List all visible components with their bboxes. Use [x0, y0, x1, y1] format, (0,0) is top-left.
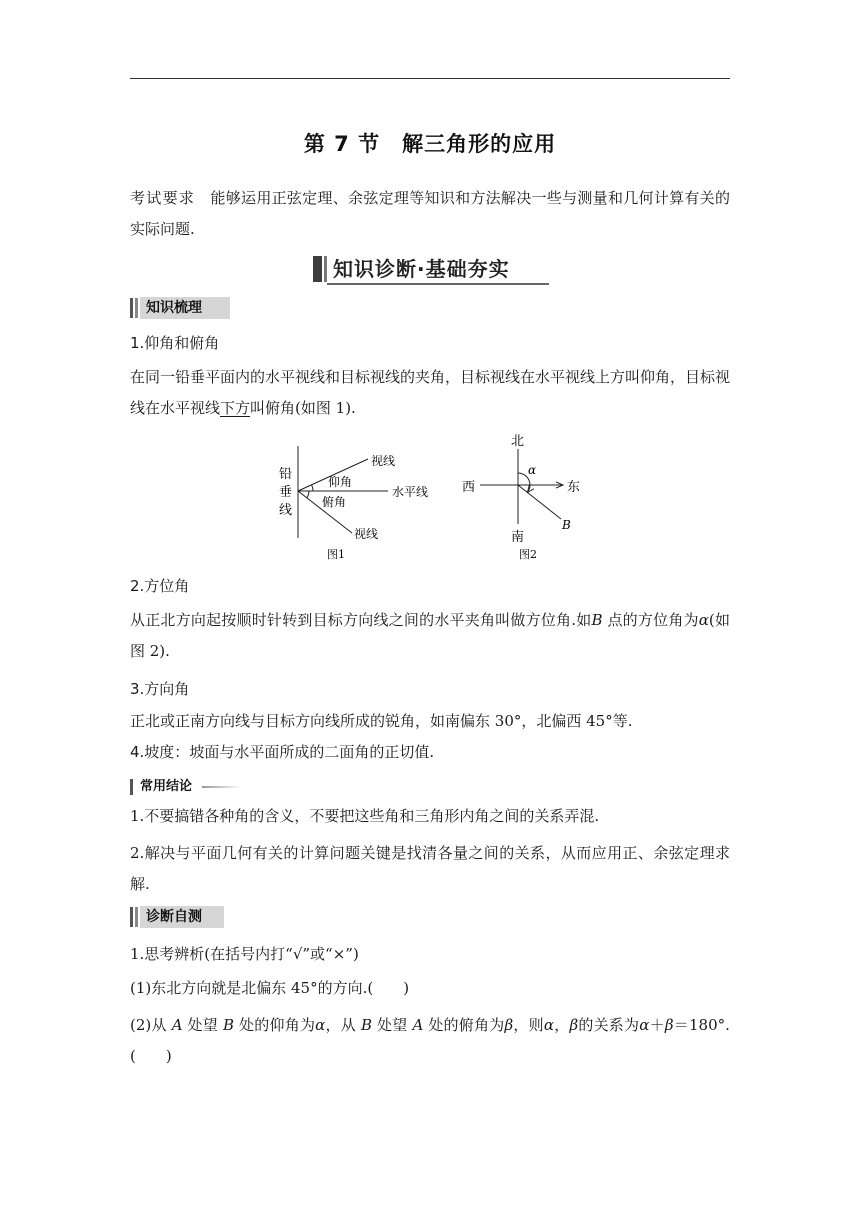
- fig1-label-vertical-3: 线: [279, 503, 293, 518]
- section-mark: [130, 907, 133, 927]
- elevation-arc: [312, 485, 313, 491]
- q2-part: ，则: [513, 1016, 544, 1034]
- exam-text: 能够运用正弦定理、余弦定理等知识和方法解决一些与测量和几何计算有关的实际问题.: [130, 189, 730, 238]
- q2-part: 的关系为: [578, 1016, 640, 1034]
- q2-var: B: [361, 1016, 373, 1034]
- k2-heading: 2.方位角: [130, 577, 190, 595]
- header-rule: [130, 78, 730, 79]
- question-1: (1)东北方向就是北偏东 45°的方向.( ): [130, 979, 410, 997]
- fig1-label-sightline-up: 视线: [371, 454, 396, 468]
- section-knowledge: [130, 296, 240, 320]
- fig2-label-south: 南: [511, 530, 525, 545]
- fig1-label-sightline-down: 视线: [354, 527, 379, 541]
- section-banner: [313, 254, 549, 286]
- k1-text-a: 在同一铅垂平面内的水平视线和目标视线的夹角，目标视线在水平视线上方叫仰角，目标视线在水平视线: [130, 368, 731, 417]
- k2-point-b: B: [591, 611, 603, 629]
- chapter-number: 第 7 节: [303, 132, 381, 156]
- q2-var: β: [504, 1016, 514, 1034]
- k1-heading: 1.仰角和俯角: [130, 334, 220, 352]
- section-diag-label: 诊断自测: [146, 909, 202, 925]
- k3-text: 正北或正南方向线与目标方向线所成的锐角，如南偏东 30°，北偏西 45°等.: [130, 712, 633, 730]
- fig1-label-elevation: 仰角: [328, 475, 353, 489]
- banner-underline: [327, 283, 549, 285]
- fig1-caption: 图1: [327, 548, 345, 561]
- k2-text-c: (如图 2).: [130, 611, 730, 660]
- k4-text: 坡面与水平面所成的二面角的正切值.: [189, 743, 435, 761]
- k2-text-a: 从正北方向起按顺时针转到目标方向线之间的水平夹角叫做方位角.如: [130, 611, 592, 629]
- section-knowledge-label: 知识梳理: [146, 300, 202, 316]
- exam-requirement: [130, 183, 730, 245]
- q2-var: α: [315, 1016, 326, 1034]
- question-2: [130, 1010, 730, 1072]
- section-mark-2: [135, 298, 138, 318]
- section-mark-2: [135, 907, 138, 927]
- chapter-name: 解三角形的应用: [402, 132, 557, 156]
- section-fade: [202, 786, 242, 788]
- q2-var: A: [171, 1016, 183, 1034]
- chapter-title: [0, 128, 860, 158]
- direction-line-b: [518, 485, 561, 519]
- banner-bar: [313, 256, 322, 282]
- k3-heading: 3.方向角: [130, 680, 190, 698]
- banner-bar-thin: [324, 256, 327, 282]
- q2-var: α: [639, 1016, 650, 1034]
- q2-part: 处的仰角为: [234, 1016, 316, 1034]
- d1-heading: 1.思考辨析(在括号内打“√”或“×”): [130, 945, 359, 963]
- banner-text: 知识诊断·基础夯实: [333, 257, 510, 281]
- figure-2: [458, 430, 588, 564]
- exam-label: 考试要求: [130, 189, 196, 207]
- fig2-caption: 图2: [519, 548, 537, 561]
- k2-text: [130, 605, 730, 667]
- section-common-label: 常用结论: [140, 779, 193, 794]
- fig2-label-north: 北: [511, 434, 525, 449]
- fig1-label-depression: 俯角: [322, 495, 347, 509]
- section-mark: [130, 298, 133, 318]
- k2-alpha: α: [698, 611, 709, 629]
- q2-var: B: [223, 1016, 235, 1034]
- k1-text: [130, 362, 730, 424]
- fig1-label-vertical-1: 铅: [279, 467, 293, 482]
- k4-line: [130, 737, 730, 768]
- section-common: [130, 775, 240, 799]
- q2-part: 处望: [372, 1016, 413, 1034]
- k4-heading: 4.坡度：: [130, 743, 190, 761]
- q2-var: A: [412, 1016, 424, 1034]
- fig2-label-alpha: α: [528, 463, 537, 477]
- k1-text-b: 叫俯角(如图 1).: [250, 399, 356, 417]
- k2-text-b: 点的方位角为: [602, 611, 699, 629]
- q2-part: 处望: [182, 1016, 223, 1034]
- figure-1: [268, 440, 448, 564]
- depression-arc: [307, 491, 309, 498]
- q2-part: 处的俯角为: [423, 1016, 505, 1034]
- q2-part: ＝180°.( ): [130, 1016, 730, 1065]
- section-diag: [130, 905, 240, 929]
- q2-part: ，: [553, 1016, 570, 1034]
- q2-part: (2)从: [130, 1016, 172, 1034]
- section-mark: [130, 779, 133, 795]
- q2-var: β: [664, 1016, 674, 1034]
- conclusion-2: 2.解决与平面几何有关的计算问题关键是找清各量之间的关系，从而应用正、余弦定理求解.: [130, 844, 730, 893]
- fig1-label-vertical-2: 垂: [279, 485, 293, 500]
- q2-part: ，从: [325, 1016, 361, 1034]
- fig1-label-horizontal: 水平线: [392, 485, 429, 499]
- conclusion-1: 1.不要搞错各种角的含义，不要把这些角和三角形内角之间的关系弄混.: [130, 807, 600, 825]
- q2-var: β: [569, 1016, 579, 1034]
- fig2-label-b: B: [562, 518, 571, 532]
- q2-var: α: [543, 1016, 554, 1034]
- fig2-label-east: 东: [567, 480, 581, 495]
- q2-part: ＋: [649, 1016, 665, 1034]
- k1-underlined: 下方: [220, 399, 251, 417]
- fig2-label-west: 西: [462, 480, 476, 495]
